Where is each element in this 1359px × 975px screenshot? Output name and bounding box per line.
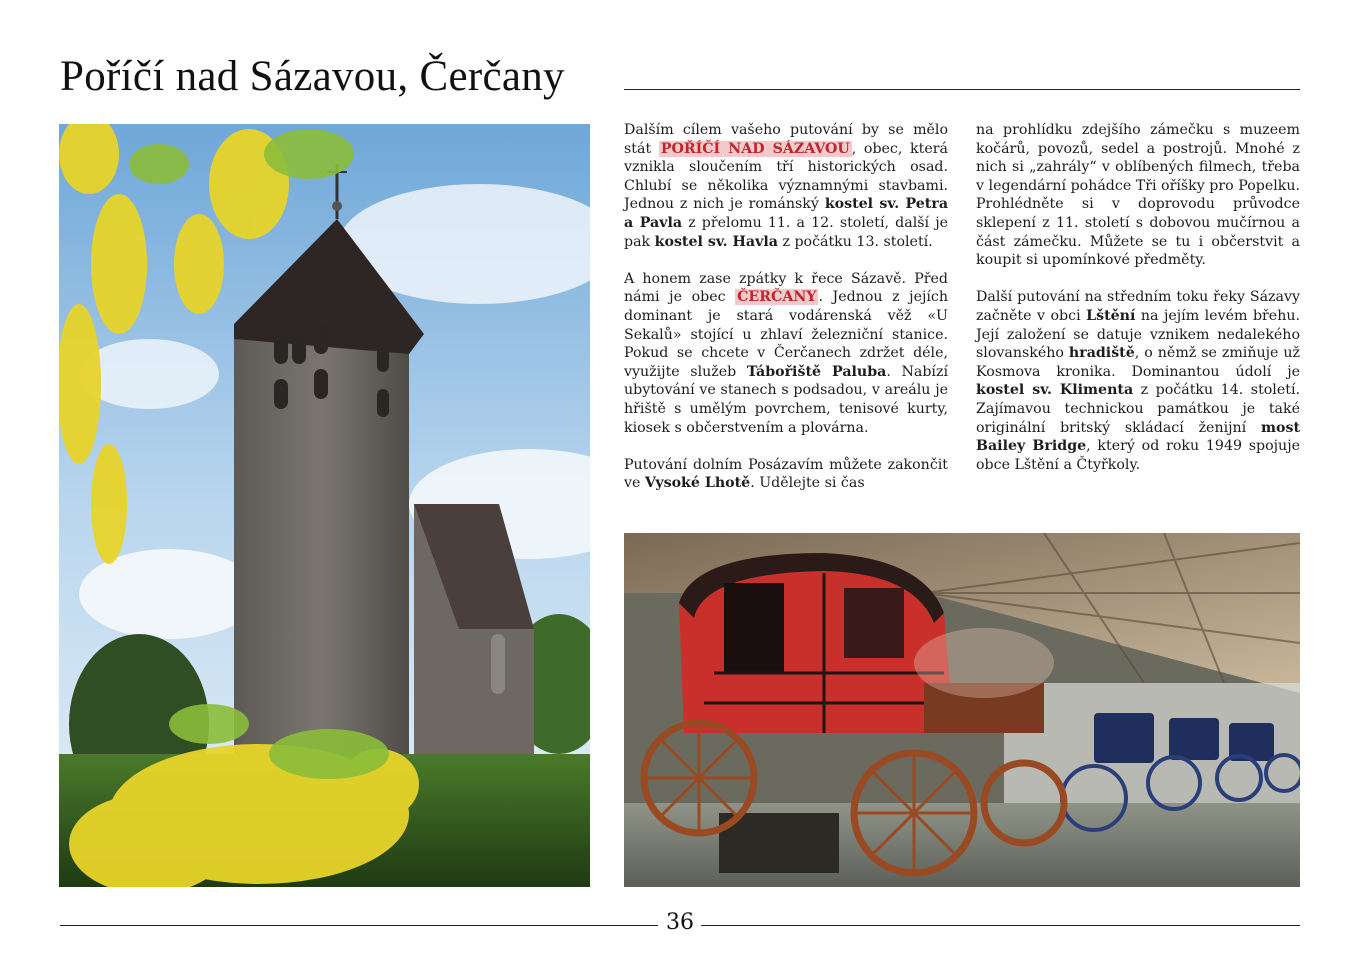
text-column-1 — [624, 121, 948, 511]
carriage-photo — [624, 533, 1300, 887]
title-rule — [624, 89, 1300, 90]
paragraph-cercany: A honem zase zpátky k řece Sázavě. Před námi je obec ČERČANY . Jednou z jejích dominant je stará vodárenská věž «U Sekalů» stojící u zhlaví železniční stanice. Pokud se chcete v Čerčanech zdržet déle, využijte služeb Tábořiště Paluba. Nabízí ubytování ve stanech s podsadou, v areálu je hřiště s umělým povrchem, tenisové kurty, kiosek s občerstvením a plovárna. — [624, 270, 948, 436]
page-title: Poříčí nad Sázavou, Čerčany — [60, 53, 565, 100]
paragraph-poric: Dalším cílem vašeho putování by se mělo stát POŘÍČÍ NAD SÁZAVOU , obec, která vznikla sloučením tří historických osad. Chlubí se několika významnými stavbami. Jednou z nich je románský kostel sv. Petra a Pavla z přelomu 11. a 12. století, další je pak kostel sv. Havla z počátku 13. století. — [624, 122, 949, 250]
place-highlight-cercany: ČERČANY — [737, 289, 817, 306]
footer-rule-right — [701, 925, 1300, 926]
church-photo — [59, 124, 590, 887]
page-number: 36 — [666, 910, 694, 935]
paragraph-zamecek: na prohlídku zdejšího zámečku s muzeem kočárů, povozů, sedel a postrojů. Mnohé z nich si „zahrály“ v oblíbených filmech, třeba v legendární pohádce Tři oříšky pro Popelku. Prohlédněte si v doprovodu průvodce sklepení z 11. století s dobovou mučírnou a část zámečku. Můžete se tu i občerstvit a koupit si upomínkové předměty. — [976, 122, 1300, 269]
paragraph-lsteni: Další putování na středním toku řeky Sázavy začněte v obci Lštění na jejím levém břehu. Její založení se datuje vznikem nedalekého slovanského hradiště, o němž se zmiňuje už Kosmova kronika. Dominantou údolí je kostel sv. Klimenta z počátku 14. století. Zajímavou technickou památkou je také originální britský skládací ženijní most Bailey Bridge, který od roku 1949 spojuje obce Lštění a Čtyřkoly. — [976, 289, 1300, 473]
place-highlight-poric: POŘÍČÍ NAD SÁZAVOU — [660, 140, 850, 157]
paragraph-vysoka-lhota: Putování dolním Posázavím můžete zakončit ve Vysoké Lhotě. Udělejte si čas — [624, 456, 948, 492]
footer-rule-left — [60, 925, 658, 926]
text-column-2 — [976, 121, 1300, 493]
